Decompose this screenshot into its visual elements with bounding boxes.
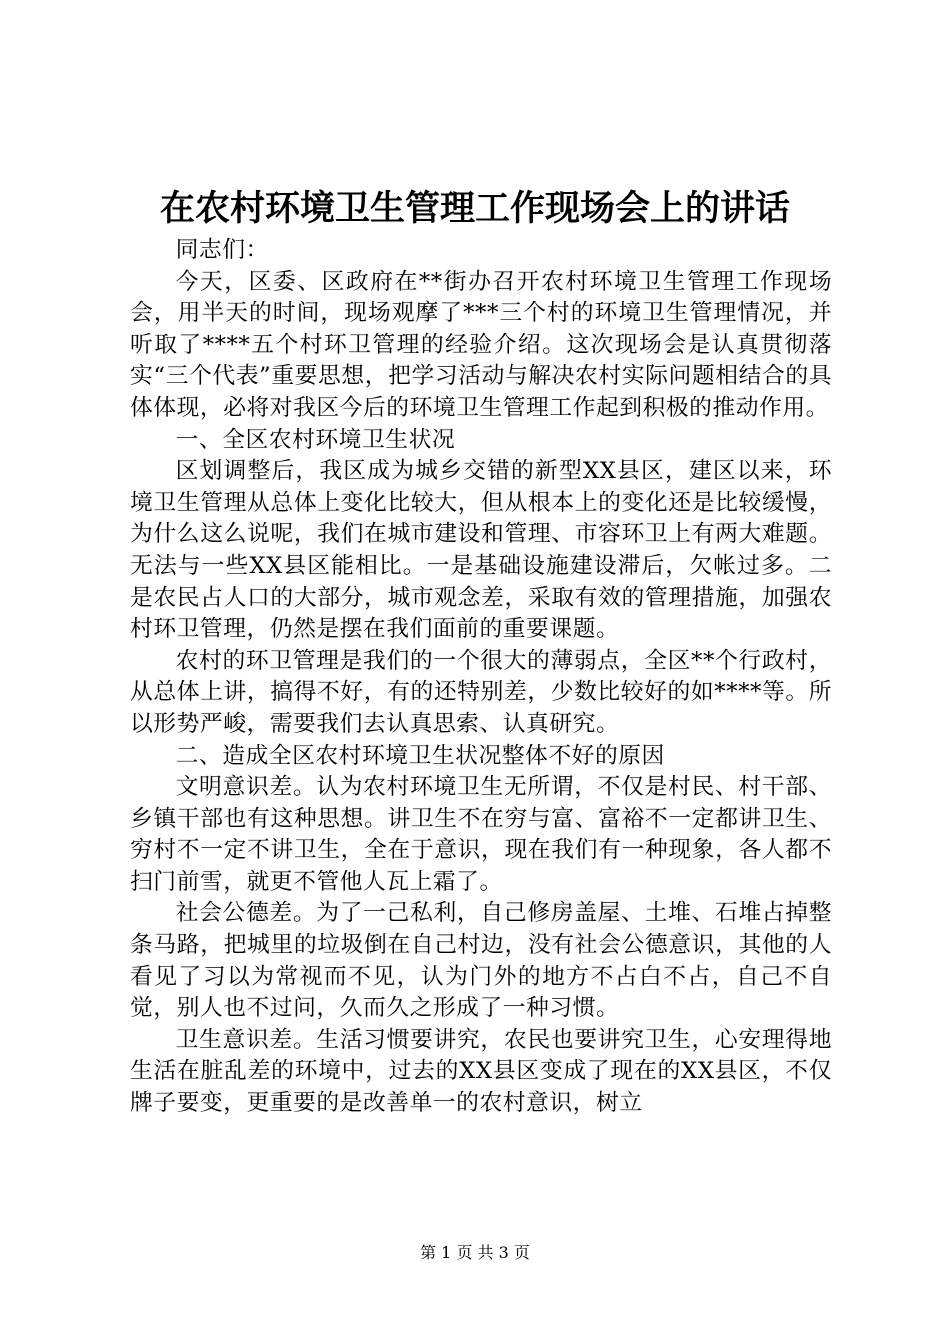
salutation: 同志们：: [175, 237, 269, 263]
section-heading: 二、造成全区农村环境卫生状况整体不好的原因: [175, 742, 665, 769]
document-body: [130, 235, 832, 1120]
paragraph: 文明意识差。认为农村环境卫生无所谓，不仅是村民、村干部、乡镇干部也有这种思想。讲卫生不在穷与富、富裕不一定都讲卫生、穷村不一定不讲卫生，全在于意识，现在我们有一种现象，各人都不扫门前雪，就更不管他人瓦上霜了。: [130, 774, 832, 895]
section-heading: 一、全区农村环境卫生状况: [175, 426, 456, 453]
document-title: 在农村环境卫生管理工作现场会上的讲话: [159, 188, 790, 229]
page-number-footer: 第 1 页 共 3 页: [420, 1243, 530, 1262]
paragraph: 卫生意识差。生活习惯要讲究，农民也要讲究卫生，心安理得地生活在脏乱差的环境中，过去的XX县区变成了现在的XX县区，不仅牌子要变，更重要的是改善单一的农村意识，树立: [130, 1026, 832, 1117]
paragraph: 今天，区委、区政府在**街办召开农村环境卫生管理工作现场会，用半天的时间，现场观摩了***三个村的环境卫生管理情况，并听取了****五个村环卫管理的经验介绍。这次现场会是认真贯彻落实“三个代表”重要思想，把学习活动与解决农村实际问题相结合的具体体现，必将对我区今后的环境卫生管理工作起到积极的推动作用。: [130, 268, 832, 421]
paragraph: 区划调整后，我区成为城乡交错的新型XX县区，建区以来，环境卫生管理从总体上变化比较大，但从根本上的变化还是比较缓慢，为什么这么说呢，我们在城市建设和管理、市容环卫上有两大难题。无法与一些XX县区能相比。一是基础设施建设滞后，欠帐过多。二是农民占人口的大部分，城市观念差，采取有效的管理措施，加强农村环卫管理，仍然是摆在我们面前的重要课题。: [130, 458, 832, 643]
paragraph: 农村的环卫管理是我们的一个很大的薄弱点，全区**个行政村，从总体上讲，搞得不好，有的还特别差，少数比较好的如****等。所以形势严峻，需要我们去认真思索、认真研究。: [130, 647, 832, 737]
paragraph: 社会公德差。为了一己私利，自己修房盖屋、土堆、石堆占掉整条马路，把城里的垃圾倒在自己村边，没有社会公德意识，其他的人看见了习以为常视而不见，认为门外的地方不占白不占，自己不自觉，别人也不过问，久而久之形成了一种习惯。: [130, 900, 832, 1022]
